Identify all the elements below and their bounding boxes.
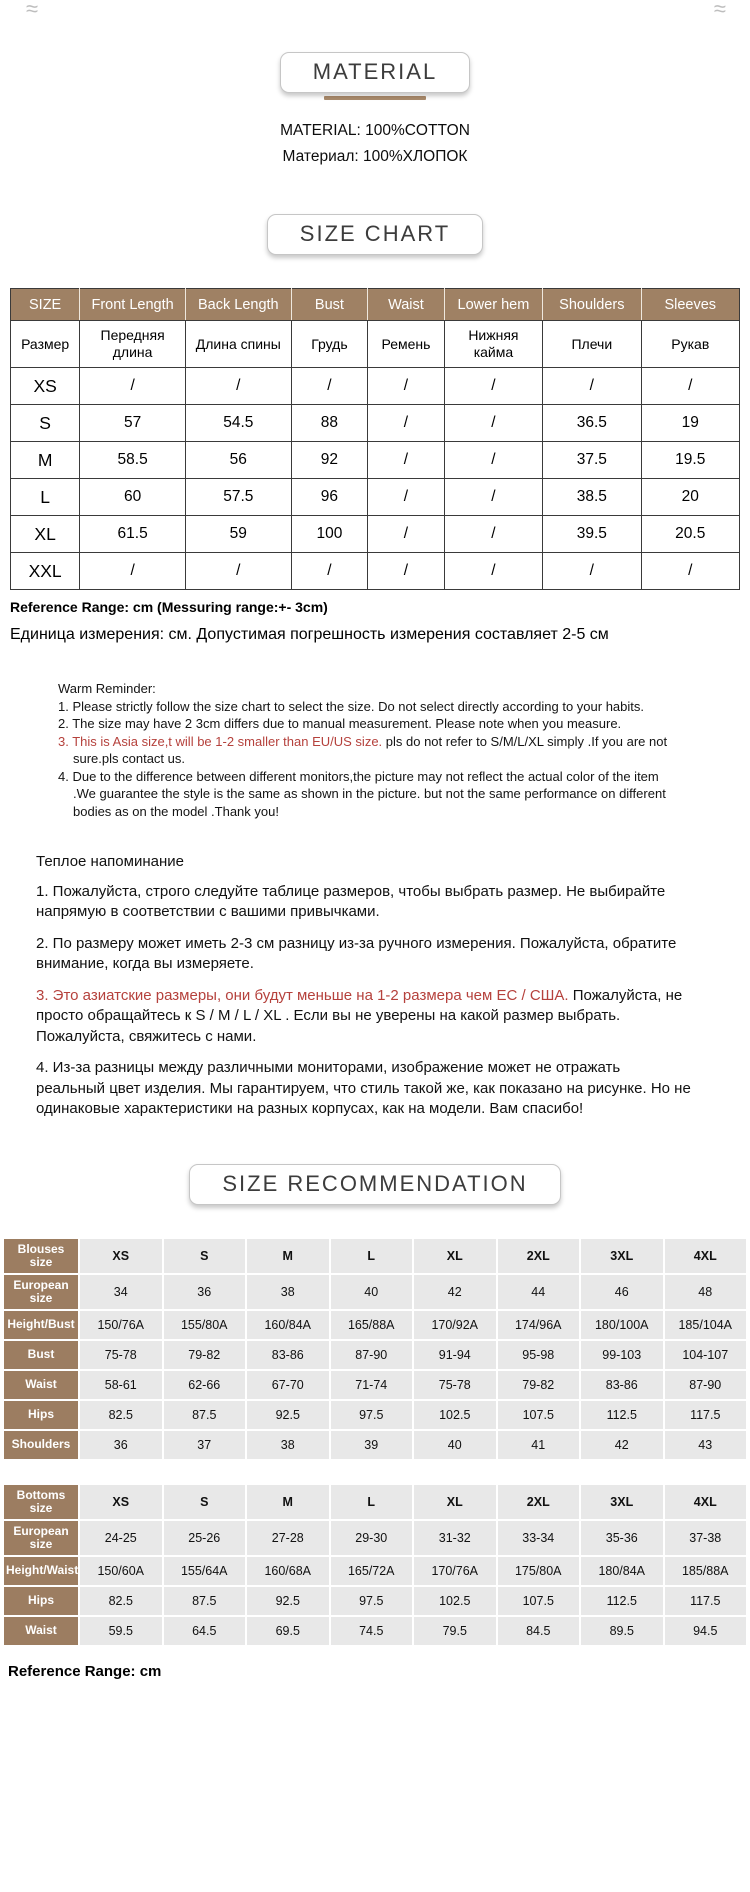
recommendation-value-cell: 3XL <box>581 1239 663 1273</box>
recommendation-value-cell: 150/76A <box>80 1311 162 1339</box>
recommendation-value-cell: 44 <box>498 1275 580 1309</box>
recommendation-value-cell: 31-32 <box>414 1521 496 1555</box>
recommendation-value-cell: L <box>331 1239 413 1273</box>
measurement-cell: 88 <box>291 405 368 442</box>
size-chart-row <box>11 553 740 590</box>
recommendation-value-cell: 25-26 <box>164 1521 246 1555</box>
measurement-cell: 39.5 <box>543 516 641 553</box>
measurement-cell: 100 <box>291 516 368 553</box>
measurement-cell: 96 <box>291 479 368 516</box>
recommendation-row-label: European size <box>4 1275 78 1309</box>
recommendation-value-cell: 75-78 <box>80 1341 162 1369</box>
measurement-cell: 59 <box>185 516 291 553</box>
measurement-cell: 57 <box>80 405 186 442</box>
recommendation-row-label: Blouses size <box>4 1239 78 1273</box>
recommendation-value-cell: S <box>164 1485 246 1519</box>
recommendation-value-cell: 83-86 <box>581 1371 663 1399</box>
size-chart-column-header: SIZE <box>11 289 80 321</box>
recommendation-row <box>4 1587 746 1615</box>
warm-reminder-ru-item-4: 4. Из-за разницы между различными мониторами, изображение может не отражать реальный цвет изделия. Мы гарантируем, что стиль такой же, как показано на рисунке. Но не одинаковые характеристики на разных корпусах, как на модели. Вам спасибо! <box>36 1059 691 1117</box>
recommendation-row <box>4 1521 746 1555</box>
recommendation-value-cell: 59.5 <box>80 1617 162 1645</box>
recommendation-value-cell: 71-74 <box>331 1371 413 1399</box>
warm-reminder-item-4: 4. Due to the difference between different monitors,the picture may not reflect the actual color of the item .We guarantee the style is the same as shown in the picture. but not the same performance on different bodies as on the model .Thank you! <box>58 768 666 819</box>
measurement-cell: / <box>185 368 291 405</box>
recommendation-value-cell: 48 <box>665 1275 747 1309</box>
recommendation-value-cell: 3XL <box>581 1485 663 1519</box>
recommendation-value-cell: 27-28 <box>247 1521 329 1555</box>
measurement-cell: / <box>185 553 291 590</box>
size-chart-column-header: Back Length <box>185 289 291 321</box>
size-chart-header-ru <box>11 321 740 368</box>
measurement-cell: 92 <box>291 442 368 479</box>
recommendation-value-cell: 185/88A <box>665 1557 747 1585</box>
size-chart-column-header-ru: Ремень <box>368 321 445 368</box>
measurement-cell: 61.5 <box>80 516 186 553</box>
bottoms-table-body <box>4 1485 746 1645</box>
size-label-cell: XL <box>11 516 80 553</box>
recommendation-value-cell: 38 <box>247 1275 329 1309</box>
recommendation-value-cell: 29-30 <box>331 1521 413 1555</box>
recommendation-value-cell: 4XL <box>665 1485 747 1519</box>
recommendation-row-label: Hips <box>4 1587 78 1615</box>
recommendation-row <box>4 1239 746 1273</box>
recommendation-row <box>4 1485 746 1519</box>
size-label-cell: XS <box>11 368 80 405</box>
recommendation-value-cell: 82.5 <box>80 1401 162 1429</box>
measurement-cell: / <box>368 516 445 553</box>
recommendation-row-label: Height/Bust <box>4 1311 78 1339</box>
measurement-cell: / <box>80 553 186 590</box>
size-chart-column-header: Lower hem <box>444 289 542 321</box>
reference-range-bottom: Reference Range: cm <box>8 1662 162 1680</box>
recommendation-value-cell: 24-25 <box>80 1521 162 1555</box>
recommendation-value-cell: 41 <box>498 1431 580 1459</box>
size-chart-table <box>10 288 740 590</box>
measurement-cell: 19.5 <box>641 442 739 479</box>
recommendation-value-cell: 43 <box>665 1431 747 1459</box>
recommendation-value-cell: 185/104A <box>665 1311 747 1339</box>
size-chart-title: SIZE CHART <box>299 221 451 246</box>
corner-squiggle-icon: ≈ <box>713 0 724 21</box>
measurement-cell: / <box>291 553 368 590</box>
size-label-cell: M <box>11 442 80 479</box>
size-label-cell: S <box>11 405 80 442</box>
measurement-cell: 58.5 <box>80 442 186 479</box>
recommendation-value-cell: 170/92A <box>414 1311 496 1339</box>
recommendation-value-cell: S <box>164 1239 246 1273</box>
recommendation-value-cell: 36 <box>164 1275 246 1309</box>
recommendation-value-cell: 2XL <box>498 1485 580 1519</box>
recommendation-row-label: Shoulders <box>4 1431 78 1459</box>
size-chart-column-header: Shoulders <box>543 289 641 321</box>
recommendation-value-cell: 37-38 <box>665 1521 747 1555</box>
recommendation-value-cell: 112.5 <box>581 1401 663 1429</box>
material-line-ru: Материал: 100%ХЛОПОК <box>282 148 468 165</box>
recommendation-value-cell: 82.5 <box>80 1587 162 1615</box>
recommendation-value-cell: M <box>247 1485 329 1519</box>
recommendation-row-label: Height/Waist <box>4 1557 78 1585</box>
warm-reminder-item-3 <box>58 733 672 768</box>
recommendation-value-cell: 92.5 <box>247 1401 329 1429</box>
recommendation-value-cell: 87.5 <box>164 1587 246 1615</box>
size-chart-column-header: Waist <box>368 289 445 321</box>
bottoms-size-table <box>2 1483 748 1647</box>
measurement-cell: 20.5 <box>641 516 739 553</box>
recommendation-value-cell: 117.5 <box>665 1587 747 1615</box>
recommendation-value-cell: 102.5 <box>414 1587 496 1615</box>
recommendation-value-cell: 117.5 <box>665 1401 747 1429</box>
recommendation-row-label: Waist <box>4 1371 78 1399</box>
size-chart-column-header-ru: Передняя длина <box>80 321 186 368</box>
recommendation-row <box>4 1617 746 1645</box>
measurement-cell: / <box>368 553 445 590</box>
recommendation-value-cell: 38 <box>247 1431 329 1459</box>
warm-reminder-title: Warm Reminder: <box>58 681 156 696</box>
measurement-cell: / <box>641 368 739 405</box>
recommendation-value-cell: 39 <box>331 1431 413 1459</box>
recommendation-value-cell: 84.5 <box>498 1617 580 1645</box>
recommendation-value-cell: 46 <box>581 1275 663 1309</box>
recommendation-value-cell: 79-82 <box>498 1371 580 1399</box>
warm-reminder-item-1: 1. Please strictly follow the size chart to select the size. Do not select directly according to your habits. <box>58 698 644 714</box>
size-recommendation-title-box <box>189 1164 560 1205</box>
measurement-cell: 20 <box>641 479 739 516</box>
measurement-cell: / <box>641 553 739 590</box>
recommendation-value-cell: 62-66 <box>164 1371 246 1399</box>
recommendation-value-cell: 107.5 <box>498 1401 580 1429</box>
measurement-cell: / <box>444 553 542 590</box>
recommendation-value-cell: 94.5 <box>665 1617 747 1645</box>
size-chart-body <box>11 368 740 590</box>
recommendation-value-cell: 36 <box>80 1431 162 1459</box>
warm-reminder-ru-item-2: 2. По размеру может иметь 2-3 см разницу из-за ручного измерения. Пожалуйста, обратите внимание, когда вы измеряете. <box>36 934 677 972</box>
recommendation-value-cell: 175/80A <box>498 1557 580 1585</box>
measurement-cell: / <box>80 368 186 405</box>
recommendation-value-cell: XL <box>414 1239 496 1273</box>
recommendation-value-cell: 58-61 <box>80 1371 162 1399</box>
recommendation-row-label: Waist <box>4 1617 78 1645</box>
warm-reminder-ru-item-1: 1. Пожалуйста, строго следуйте таблице размеров, чтобы выбрать размер. Не выбирайте напрямую в соответствии с вашими привычками. <box>36 882 666 920</box>
reference-range-ru: Единица измерения: см. Допустимая погрешность измерения составляет 2-5 см <box>10 626 609 643</box>
recommendation-value-cell: 4XL <box>665 1239 747 1273</box>
recommendation-value-cell: 99-103 <box>581 1341 663 1369</box>
recommendation-value-cell: 97.5 <box>331 1587 413 1615</box>
recommendation-value-cell: 107.5 <box>498 1587 580 1615</box>
recommendation-value-cell: 112.5 <box>581 1587 663 1615</box>
recommendation-value-cell: 40 <box>331 1275 413 1309</box>
measurement-cell: 60 <box>80 479 186 516</box>
size-chart-row <box>11 442 740 479</box>
measurement-cell: / <box>543 368 641 405</box>
size-chart-title-box <box>267 214 483 255</box>
recommendation-row <box>4 1275 746 1309</box>
material-title-box <box>280 52 470 93</box>
recommendation-value-cell: 160/84A <box>247 1311 329 1339</box>
recommendation-value-cell: XL <box>414 1485 496 1519</box>
recommendation-row-label: Hips <box>4 1401 78 1429</box>
measurement-cell: / <box>368 368 445 405</box>
warm-reminder-item-3-rest: pls do not refer to S/M/L/XL simply .If you are not sure.pls contact us. <box>73 733 668 766</box>
recommendation-value-cell: 42 <box>581 1431 663 1459</box>
measurement-cell: / <box>444 405 542 442</box>
recommendation-row <box>4 1401 746 1429</box>
recommendation-row <box>4 1557 746 1585</box>
warm-reminder-ru-title: Теплое напоминание <box>36 853 184 870</box>
recommendation-value-cell: 37 <box>164 1431 246 1459</box>
recommendation-value-cell: 34 <box>80 1275 162 1309</box>
size-label-cell: L <box>11 479 80 516</box>
recommendation-row-label: Bust <box>4 1341 78 1369</box>
material-info <box>0 118 750 170</box>
size-chart-column-header-ru: Плечи <box>543 321 641 368</box>
size-chart-column-header: Bust <box>291 289 368 321</box>
recommendation-value-cell: 165/88A <box>331 1311 413 1339</box>
reference-range-en: Reference Range: cm (Messuring range:+- 3cm) <box>10 599 328 615</box>
size-chart-row <box>11 405 740 442</box>
measurement-cell: 37.5 <box>543 442 641 479</box>
size-chart-column-header-ru: Размер <box>11 321 80 368</box>
recommendation-value-cell: 92.5 <box>247 1587 329 1615</box>
size-label-cell: XXL <box>11 553 80 590</box>
recommendation-row <box>4 1431 746 1459</box>
recommendation-value-cell: 150/60A <box>80 1557 162 1585</box>
warm-reminder-ru-item-3-rest: Пожалуйста, не просто обращайтесь к S / M / L / XL . Если вы не уверены на какой размер выбрать. Пожалуйста, свяжитесь с нами. <box>36 986 683 1045</box>
measurement-cell: 19 <box>641 405 739 442</box>
warm-reminder-en <box>58 680 672 820</box>
measurement-cell: / <box>444 479 542 516</box>
size-chart-column-header: Front Length <box>80 289 186 321</box>
recommendation-value-cell: 79-82 <box>164 1341 246 1369</box>
size-chart-row <box>11 479 740 516</box>
recommendation-value-cell: 102.5 <box>414 1401 496 1429</box>
recommendation-value-cell: XS <box>80 1485 162 1519</box>
size-chart-column-header-ru: Рукав <box>641 321 739 368</box>
asia-size-warning-ru: 3. Это азиатские размеры, они будут меньше на 1-2 размера чем ЕС / США. <box>36 986 569 1004</box>
recommendation-value-cell: 170/76A <box>414 1557 496 1585</box>
recommendation-value-cell: 83-86 <box>247 1341 329 1369</box>
warm-reminder-ru <box>36 852 692 1120</box>
size-recommendation-title: SIZE RECOMMENDATION <box>222 1170 528 1196</box>
warm-reminder-ru-item-3 <box>36 986 692 1048</box>
recommendation-value-cell: 87-90 <box>331 1341 413 1369</box>
recommendation-value-cell: 75-78 <box>414 1371 496 1399</box>
recommendation-value-cell: 2XL <box>498 1239 580 1273</box>
recommendation-value-cell: 87-90 <box>665 1371 747 1399</box>
recommendation-value-cell: M <box>247 1239 329 1273</box>
measurement-cell: 36.5 <box>543 405 641 442</box>
corner-squiggle-icon: ≈ <box>26 0 37 21</box>
recommendation-value-cell: 74.5 <box>331 1617 413 1645</box>
measurement-cell: 54.5 <box>185 405 291 442</box>
recommendation-value-cell: 42 <box>414 1275 496 1309</box>
recommendation-value-cell: 87.5 <box>164 1401 246 1429</box>
recommendation-value-cell: 91-94 <box>414 1341 496 1369</box>
recommendation-value-cell: 69.5 <box>247 1617 329 1645</box>
measurement-cell: / <box>543 553 641 590</box>
measurement-cell: 56 <box>185 442 291 479</box>
recommendation-value-cell: 95-98 <box>498 1341 580 1369</box>
recommendation-value-cell: 104-107 <box>665 1341 747 1369</box>
measurement-cell: / <box>368 442 445 479</box>
recommendation-row <box>4 1311 746 1339</box>
recommendation-value-cell: 180/100A <box>581 1311 663 1339</box>
size-chart-column-header-ru: Нижняя кайма <box>444 321 542 368</box>
size-chart-column-header: Sleeves <box>641 289 739 321</box>
measurement-cell: / <box>444 368 542 405</box>
size-chart-row <box>11 516 740 553</box>
recommendation-value-cell: 89.5 <box>581 1617 663 1645</box>
measurement-cell: / <box>368 405 445 442</box>
material-title: MATERIAL <box>312 59 438 84</box>
recommendation-value-cell: 64.5 <box>164 1617 246 1645</box>
recommendation-value-cell: XS <box>80 1239 162 1273</box>
measurement-cell: / <box>291 368 368 405</box>
recommendation-value-cell: 35-36 <box>581 1521 663 1555</box>
recommendation-value-cell: 160/68A <box>247 1557 329 1585</box>
recommendation-row <box>4 1341 746 1369</box>
measurement-cell: 57.5 <box>185 479 291 516</box>
measurement-cell: / <box>368 479 445 516</box>
blouses-table-body <box>4 1239 746 1459</box>
measurement-cell: / <box>444 516 542 553</box>
measurement-cell: 38.5 <box>543 479 641 516</box>
recommendation-value-cell: 67-70 <box>247 1371 329 1399</box>
recommendation-value-cell: 97.5 <box>331 1401 413 1429</box>
size-chart-header-en <box>11 289 740 321</box>
recommendation-value-cell: 33-34 <box>498 1521 580 1555</box>
material-line-en: MATERIAL: 100%COTTON <box>280 122 470 139</box>
recommendation-row-label: Bottoms size <box>4 1485 78 1519</box>
recommendation-value-cell: 180/84A <box>581 1557 663 1585</box>
recommendation-row-label: European size <box>4 1521 78 1555</box>
size-chart-row <box>11 368 740 405</box>
recommendation-value-cell: L <box>331 1485 413 1519</box>
asia-size-warning-en: 3. This is Asia size,t will be 1-2 smaller than EU/US size. <box>58 733 383 749</box>
recommendation-value-cell: 155/80A <box>164 1311 246 1339</box>
recommendation-value-cell: 79.5 <box>414 1617 496 1645</box>
warm-reminder-item-2: 2. The size may have 2 3cm differs due to manual measurement. Please note when you measure. <box>58 716 622 731</box>
material-title-underline <box>324 96 426 100</box>
blouses-size-table <box>2 1237 748 1461</box>
recommendation-value-cell: 155/64A <box>164 1557 246 1585</box>
recommendation-value-cell: 174/96A <box>498 1311 580 1339</box>
recommendation-value-cell: 165/72A <box>331 1557 413 1585</box>
recommendation-value-cell: 40 <box>414 1431 496 1459</box>
measurement-cell: / <box>444 442 542 479</box>
recommendation-row <box>4 1371 746 1399</box>
size-chart-column-header-ru: Длина спины <box>185 321 291 368</box>
size-chart-column-header-ru: Грудь <box>291 321 368 368</box>
